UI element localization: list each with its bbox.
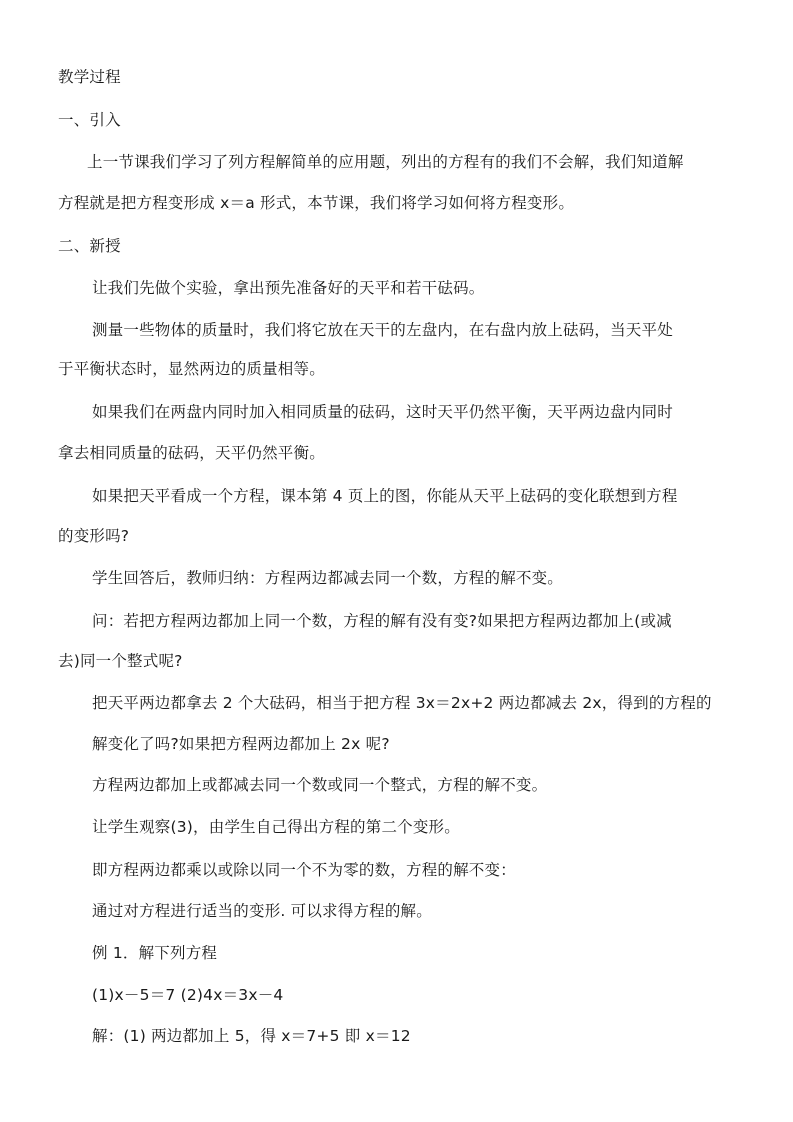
section-heading-new-lesson: 二、新授 [58,237,121,255]
paragraph-line: 方程就是把方程变形成 x＝a 形式，本节课，我们将学习如何将方程变形。 [58,194,575,212]
solution-line: 解：(1) 两边都加上 5，得 x＝7+5 即 x＝12 [92,1027,411,1045]
paragraph-line: 去)同一个整式呢? [58,652,183,670]
paragraph-line: 方程两边都加上或都减去同一个数或同一个整式，方程的解不变。 [92,776,548,794]
paragraph-line: 如果我们在两盘内同时加入相同质量的砝码，这时天平仍然平衡，天平两边盘内同时 [92,403,673,421]
paragraph-line: 学生回答后，教师归纳：方程两边都减去同一个数，方程的解不变。 [92,569,564,587]
paragraph-line: 解变化了吗?如果把方程两边都加上 2x 呢? [92,735,390,753]
paragraph-line: 把天平两边都拿去 2 个大砝码，相当于把方程 3x＝2x+2 两边都减去 2x，得到的方程的 [92,694,712,712]
paragraph-line: 让学生观察(3)，由学生自己得出方程的第二个变形。 [92,818,460,836]
paragraph-line: 上一节课我们学习了列方程解简单的应用题，列出的方程有的我们不会解，我们知道解 [87,153,684,171]
paragraph-line: 的变形吗? [58,527,130,545]
paragraph-line: 测量一些物体的质量时，我们将它放在天干的左盘内，在右盘内放上砝码，当天平处 [92,321,673,339]
section-heading-introduction: 一、引入 [58,111,121,129]
paragraph-line: 于平衡状态时，显然两边的质量相等。 [58,360,325,378]
paragraph-line: 拿去相同质量的砝码，天平仍然平衡。 [58,444,325,462]
example-heading: 例 1．解下列方程 [92,944,218,962]
paragraph-line: 即方程两边都乘以或除以同一个不为零的数，方程的解不变： [92,861,516,879]
paragraph-line: 让我们先做个实验，拿出预先准备好的天平和若干砝码。 [92,279,485,297]
paragraph-line: 问：若把方程两边都加上同一个数，方程的解有没有变?如果把方程两边都加上(或减 [92,612,672,630]
equation-line: (1)x－5＝7 (2)4x＝3x－4 [92,986,284,1004]
paragraph-line: 如果把天平看成一个方程，课本第 4 页上的图，你能从天平上砝码的变化联想到方程 [92,487,678,505]
paragraph-line: 通过对方程进行适当的变形. 可以求得方程的解。 [92,902,432,920]
section-heading-teaching-process: 教学过程 [58,68,121,86]
